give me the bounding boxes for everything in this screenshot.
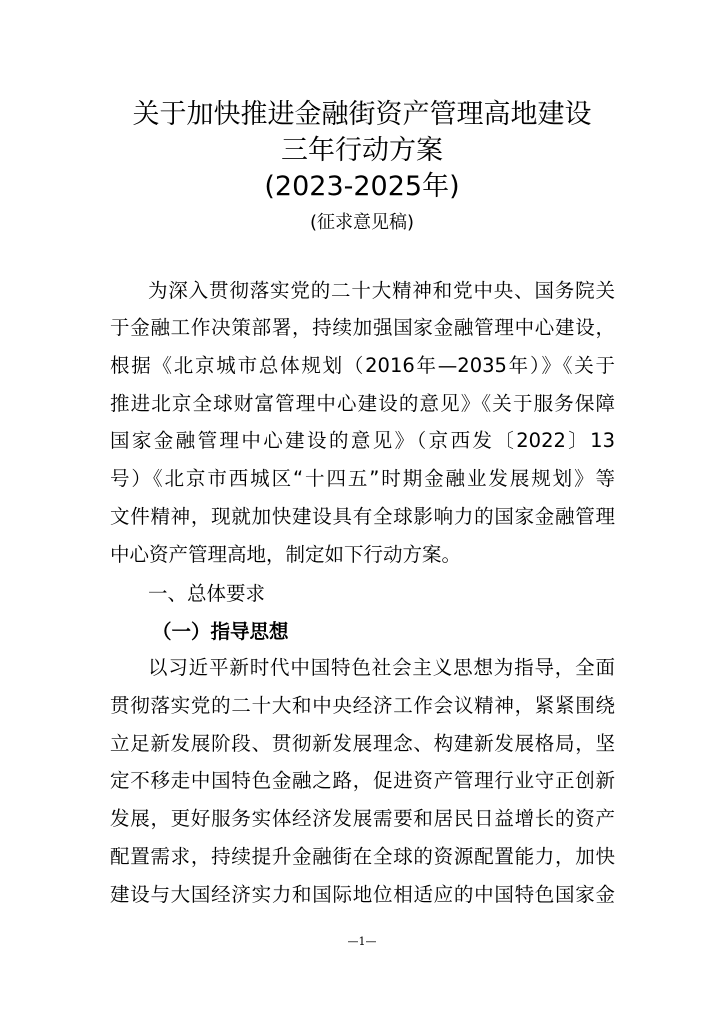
intro-paragraph-line: 为深入贯彻落实党的二十大精神和党中央、国务院关 — [148, 279, 615, 302]
body-paragraph-line: 配置需求，持续提升金融街在全球的资源配置能力，加快 — [110, 845, 615, 868]
intro-paragraph-line: 根据《北京城市总体规划（2016年—2035年）》《关于 — [110, 354, 615, 377]
section-heading: 一、总体要求 — [148, 582, 266, 605]
body-paragraph-line: 以习近平新时代中国特色社会主义思想为指导，全面 — [148, 656, 615, 679]
intro-paragraph-line: 文件精神，现就加快建设具有全球影响力的国家金融管理 — [110, 505, 615, 528]
subsection-heading: （一）指导思想 — [152, 620, 289, 643]
intro-paragraph-line: 号）《北京市西城区“十四五”时期金融业发展规划》等 — [110, 467, 615, 490]
body-paragraph-line: 定不移走中国特色金融之路，促进资产管理行业守正创新 — [110, 769, 615, 792]
body-paragraph-line: 贯彻落实党的二十大和中央经济工作会议精神，紧紧围绕 — [110, 694, 615, 717]
intro-paragraph-line: 推进北京全球财富管理中心建设的意见》《关于服务保障 — [110, 392, 615, 415]
document-title-line-3: (2023-2025年) — [264, 171, 460, 202]
document-title-line-1: 关于加快推进金融街资产管理高地建设 — [132, 99, 592, 130]
intro-paragraph-line: 国家金融管理中心建设的意见》（京西发〔2022〕13 — [110, 429, 615, 452]
body-paragraph-line: 建设与大国经济实力和国际地位相适应的中国特色国家金 — [110, 883, 615, 906]
body-paragraph-line: 发展，更好服务实体经济发展需要和居民日益增长的资产 — [110, 807, 615, 830]
document-title-line-2: 三年行动方案 — [281, 135, 443, 166]
document-subtitle: (征求意见稿) — [309, 212, 415, 233]
intro-paragraph-line: 中心资产管理高地，制定如下行动方案。 — [110, 543, 462, 566]
body-paragraph-line: 立足新发展阶段、贯彻新发展理念、构建新发展格局，坚 — [110, 732, 615, 755]
intro-paragraph-line: 于金融工作决策部署，持续加强国家金融管理中心建设， — [110, 316, 615, 339]
page-number: —1— — [347, 935, 377, 948]
